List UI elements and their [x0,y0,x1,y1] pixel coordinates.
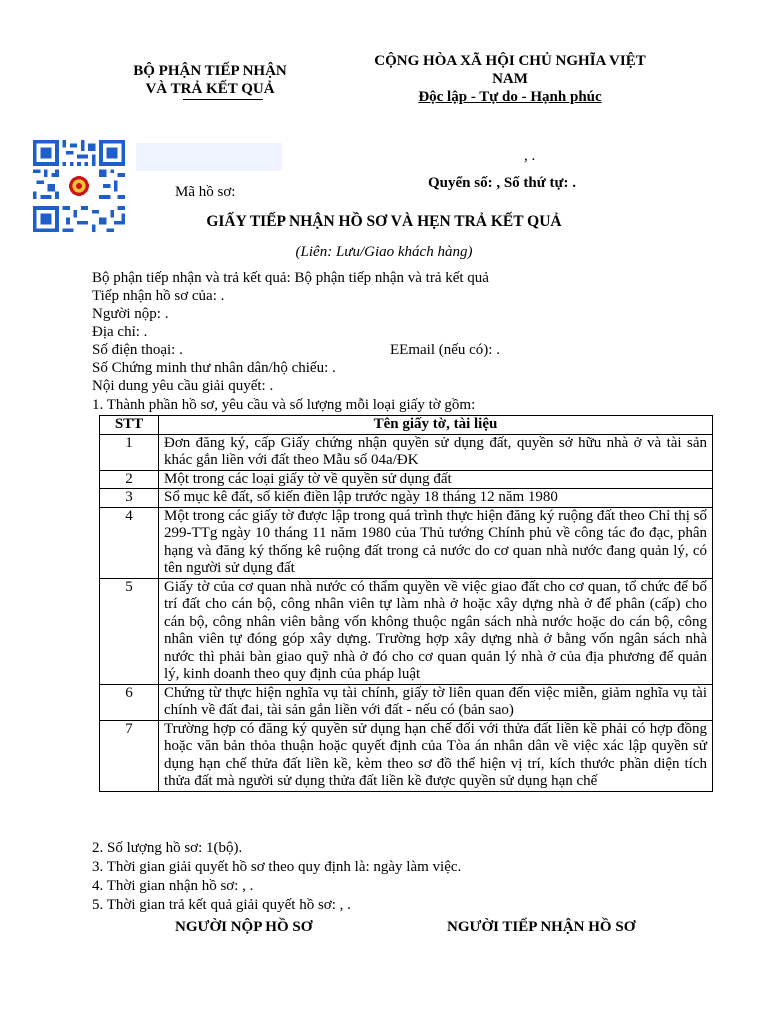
table-row [100,470,713,489]
national-header [345,52,675,106]
row-document-name: Chứng từ thực hiện nghĩa vụ tài chính, giấy tờ liên quan đến việc miễn, giảm nghĩa vụ tài chính về đất đai, tài sản gắn liền với đất - nếu có (bản sao) [159,684,713,720]
document-title: GIẤY TIẾP NHẬN HỒ SƠ VÀ HẸN TRẢ KẾT QUẢ [206,213,562,230]
row-stt: 4 [100,507,159,578]
submitter: Người nộp: . [92,306,169,322]
table-row [100,507,713,578]
column-header-name: Tên giấy tờ, tài liệu [159,416,713,435]
row-document-name: Trường hợp có đăng ký quyền sử dụng hạn chế đối với thửa đất liền kề phải có hợp đồng hoặc văn bản thỏa thuận hoặc quyết định của Tòa án nhân dân về việc xác lập quyền sử dụng hạn chế thửa đất liền kề, kèm theo sơ đồ thể hiện vị trí, kích thước phần diện tích thửa đất mà người sử dụng thửa đất liền kề được quyền sử dụng hạn chế [159,720,713,791]
column-header-stt: STT [100,416,159,435]
row-stt: 6 [100,684,159,720]
id-number: Số Chứng minh thư nhân dân/hộ chiếu: . [92,360,336,376]
row-stt: 2 [100,470,159,489]
row-document-name: Giấy tờ của cơ quan nhà nước có thẩm quyền về việc giao đất cho cơ quan, tổ chức để bố trí đất cho cán bộ, công nhân viên tự làm nhà ở hoặc xây dựng nhà ở để phân (cấp) cho cán bộ, công nhân viên bằng vốn không thuộc ngân sách nhà nước hoặc do cán bộ, công nhân viên tự đóng góp xây dựng. Trường hợp xây dựng nhà ở bằng vốn ngân sách nhà nước thì phải bàn giao quỹ nhà ở đó cho cơ quan quản lý nhà ở của địa phương để quản lý, kinh doanh theo quy định của pháp luật [159,578,713,684]
book-number: Quyển số: , Số thứ tự: . [428,175,577,191]
email: EEmail (nếu có): . [390,342,500,358]
processing-time: 3. Thời gian giải quyết hồ sơ theo quy định là: ngày làm việc. [92,859,462,875]
row-document-name: Một trong các loại giấy tờ về quyền sử dụng đất [159,470,713,489]
row-document-name: Đơn đăng ký, cấp Giấy chứng nhận quyền sử dụng đất, quyền sở hữu nhà ở và tài sản khác gắn liền với đất theo Mẫu số 04a/ĐK [159,434,713,470]
table-row [100,578,713,684]
national-motto: Độc lập - Tự do - Hạnh phúc [418,89,602,105]
row-stt: 7 [100,720,159,791]
agency-line-2: VÀ TRẢ KẾT QUẢ [145,81,275,97]
phone-number: Số điện thoại: . [92,342,183,358]
record-code-label: Mã hồ sơ: [175,184,236,200]
row-stt: 3 [100,489,159,508]
documents-table [99,415,713,792]
table-row [100,489,713,508]
address: Địa chỉ: . [92,324,148,340]
date-line: , . [524,148,536,164]
request-content: Nội dung yêu cầu giải quyết: . [92,378,274,394]
row-stt: 1 [100,434,159,470]
table-row [100,434,713,470]
receiving-department: Bộ phận tiếp nhận và trả kết quả: Bộ phận tiếp nhận và trả kết quả [92,270,489,286]
documents-heading: 1. Thành phần hồ sơ, yêu cầu và số lượng mỗi loại giấy tờ gồm: [92,397,476,413]
national-title-line-2: NAM [492,71,528,87]
submitter-signature-label: NGƯỜI NỘP HỒ SƠ [175,919,313,935]
document-subtitle: (Liên: Lưu/Giao khách hàng) [295,244,473,260]
table-row [100,684,713,720]
receive-time: 4. Thời gian nhận hồ sơ: , . [92,878,254,894]
table-header-row [100,416,713,435]
record-count: 2. Số lượng hồ sơ: 1(bộ). [92,840,243,856]
row-document-name: Sổ mục kê đất, sổ kiến điền lập trước ngày 18 tháng 12 năm 1980 [159,489,713,508]
agency-underline [183,99,263,100]
row-document-name: Một trong các giấy tờ được lập trong quá trình thực hiện đăng ký ruộng đất theo Chỉ thị số 299-TTg ngày 10 tháng 11 năm 1980 của Thủ tướng Chính phủ về công tác đo đạc, phân hạng và đăng ký thống kê ruộng đất trong cả nước do cơ quan nhà nước đang quản lý, có tên người sử dụng đất [159,507,713,578]
row-stt: 5 [100,578,159,684]
receiver-signature-label: NGƯỜI TIẾP NHẬN HỒ SƠ [447,919,636,935]
return-time: 5. Thời gian trả kết quả giải quyết hồ sơ: , . [92,897,351,913]
table-row [100,720,713,791]
record-code-box [136,143,282,171]
received-from: Tiếp nhận hồ sơ của: . [92,288,225,304]
national-title-line-1: CỘNG HÒA XÃ HỘI CHỦ NGHĨA VIỆT [374,53,646,69]
agency-line-1: BỘ PHẬN TIẾP NHẬN [133,63,287,79]
agency-header [105,62,315,98]
